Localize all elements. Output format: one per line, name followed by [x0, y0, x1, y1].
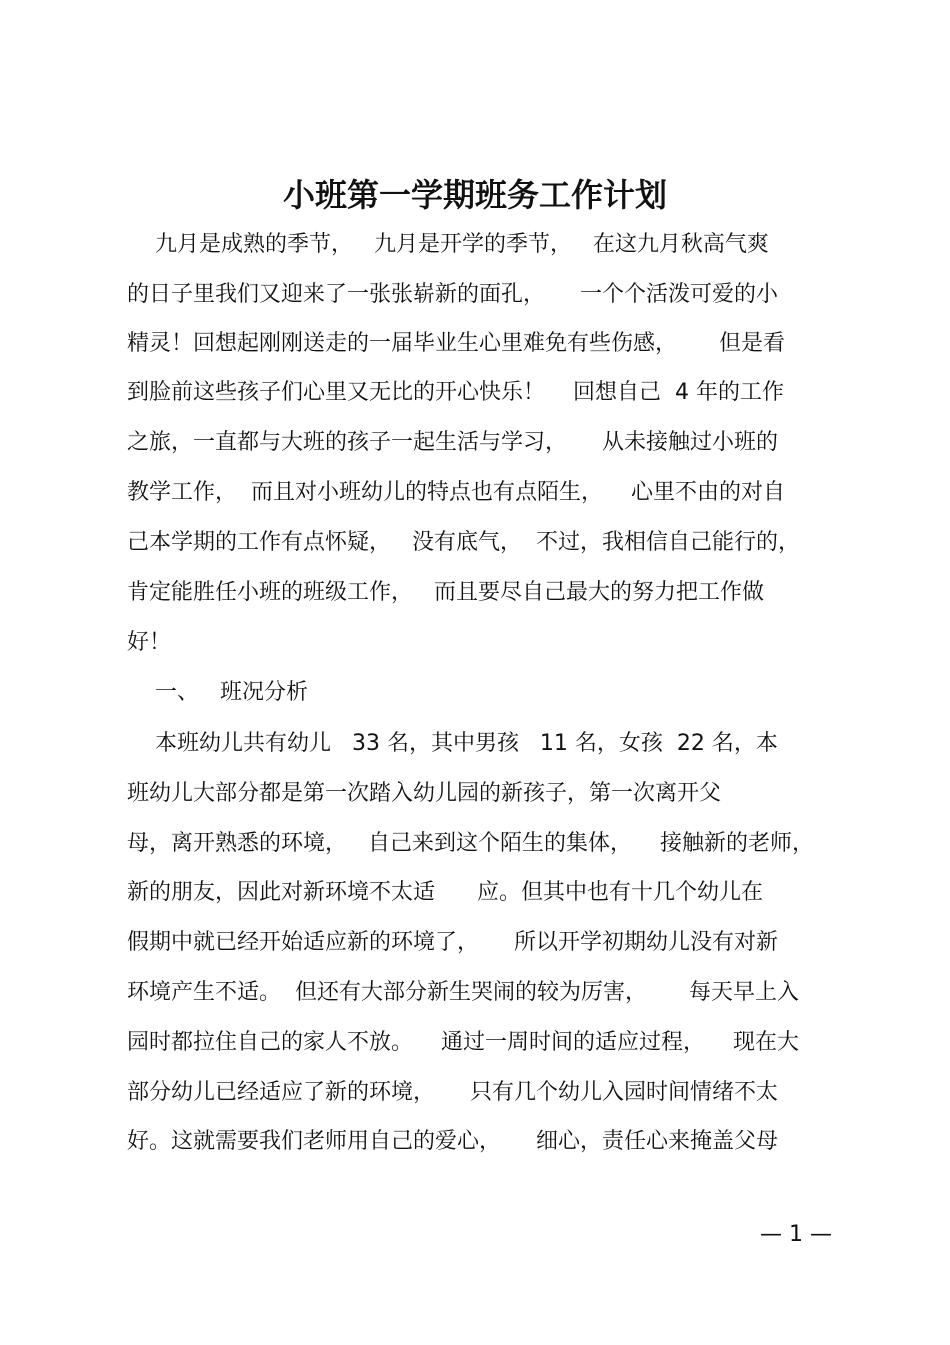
text-line: 肯定能胜任小班的班级工作， 而且要尽自己最大的努力把工作做	[127, 580, 764, 605]
text-line: 好！	[127, 630, 172, 655]
document-title: 小班第一学期班务工作计划	[282, 176, 667, 214]
text-line: 新的朋友，因此对新环境不太适 应。但其中也有十几个幼儿在	[127, 880, 763, 905]
text-line: 假期中就已经开始适应新的环境了， 所以开学初期幼儿没有对新	[127, 930, 778, 955]
section-heading: 一、 班况分析	[127, 680, 308, 705]
text-line: 部分幼儿已经适应了新的环境， 只有几个幼儿入园时间情绪不太	[127, 1080, 778, 1105]
page-number: — 1 —	[760, 1222, 832, 1247]
text-line: 的日子里我们又迎来了一张张崭新的面孔， 一个个活泼可爱的小	[127, 282, 778, 307]
text-line: 到脸前这些孩子们心里又无比的开心快乐！ 回想自己 4 年的工作	[127, 380, 784, 405]
text-line: 九月是成熟的季节， 九月是开学的季节， 在这九月秋高气爽	[127, 232, 769, 257]
text-line: 环境产生不适。 但还有大部分新生哭闹的较为厉害， 每天早上入	[127, 980, 799, 1005]
text-line: 本班幼儿共有幼儿 33 名，其中男孩 11 名，女孩 22 名，本	[127, 731, 778, 756]
text-line: 教学工作， 而且对小班幼儿的特点也有点陌生， 心里不由的对自	[127, 480, 785, 505]
text-line: 班幼儿大部分都是第一次踏入幼儿园的新孩子，第一次离开父	[127, 781, 722, 806]
text-line: 精灵！回想起刚刚送走的一届毕业生心里难免有些伤感， 但是看	[127, 331, 785, 356]
text-line: 好。这就需要我们老师用自己的爱心， 细心，责任心来掩盖父母	[127, 1129, 778, 1154]
text-line: 母，离开熟悉的环境， 自己来到这个陌生的集体， 接触新的老师，	[127, 831, 814, 856]
text-line: 园时都拉住自己的家人不放。 通过一周时间的适应过程， 现在大	[127, 1030, 799, 1055]
text-line: 之旅，一直都与大班的孩子一起生活与学习， 从未接触过小班的	[127, 430, 778, 455]
text-line: 己本学期的工作有点怀疑， 没有底气， 不过，我相信自己能行的，	[127, 530, 800, 555]
